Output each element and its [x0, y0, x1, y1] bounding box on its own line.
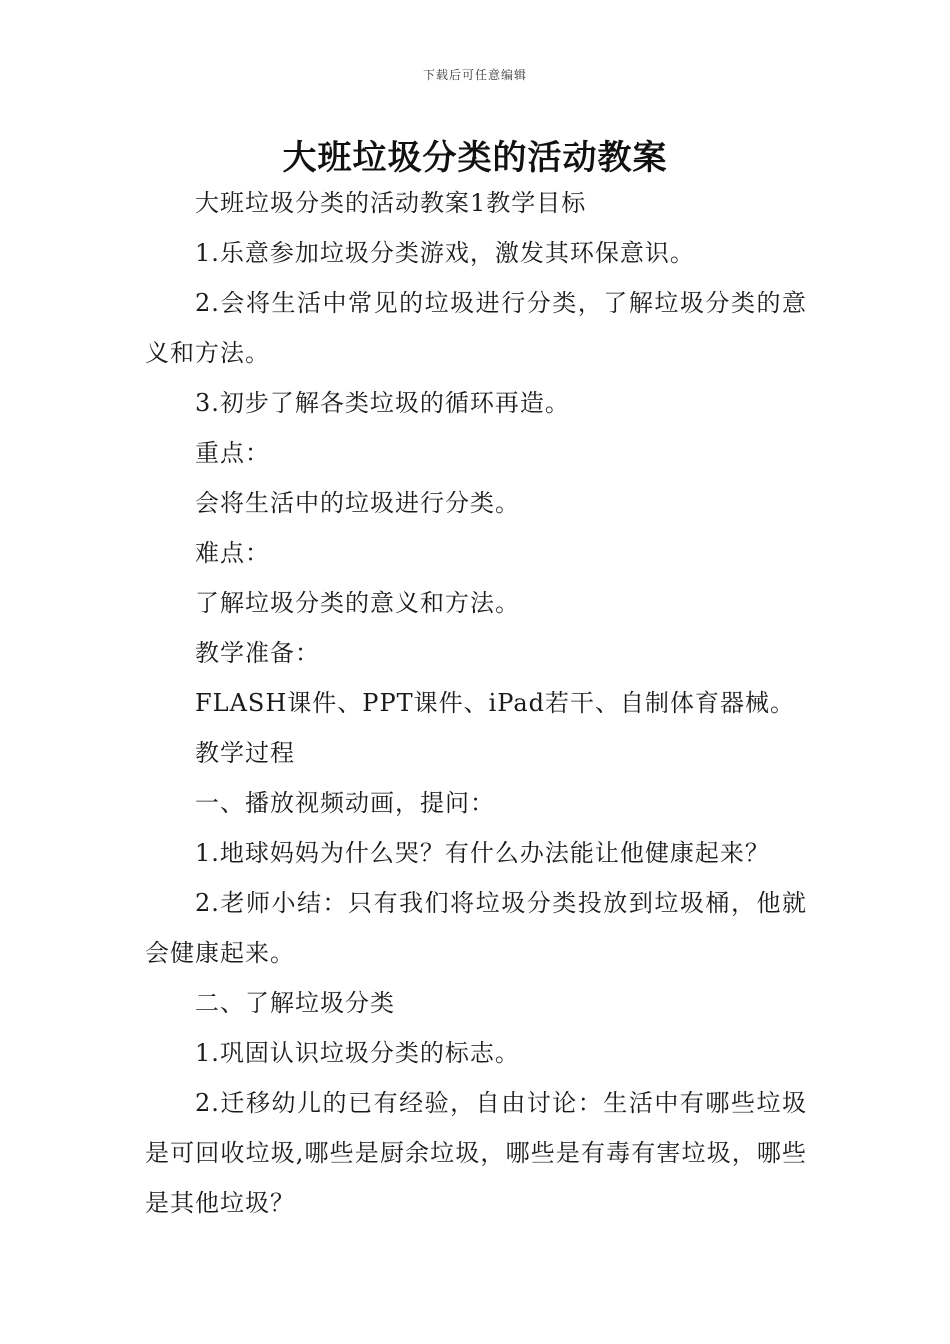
paragraph-objective-3: 3.初步了解各类垃圾的循环再造。 [195, 389, 570, 417]
paragraph-step-2-item-1: 1.巩固认识垃圾分类的标志。 [195, 1039, 520, 1067]
document-title: 大班垃圾分类的活动教案 [282, 138, 668, 178]
paragraph-step-1-question: 1.地球妈妈为什么哭？有什么办法能让他健康起来？ [195, 839, 770, 867]
paragraph-preparation: FLASH课件、PPT课件、iPad若干、自制体育器械。 [195, 689, 796, 717]
paragraph-step-2-heading: 二、了解垃圾分类 [195, 989, 395, 1017]
paragraph-objective-2: 2.会将生活中常见的垃圾进行分类，了解垃圾分类的意义和方法。 [145, 289, 807, 367]
document-body [145, 178, 807, 1228]
paragraph-objectives-heading: 大班垃圾分类的活动教案1教学目标 [195, 189, 587, 217]
paragraph-step-1-summary: 2.老师小结：只有我们将垃圾分类投放到垃圾桶，他就会健康起来。 [145, 889, 807, 967]
paragraph-key-point-label: 重点： [195, 439, 270, 467]
paragraph-difficulty-label: 难点： [195, 539, 270, 567]
paragraph-key-point: 会将生活中的垃圾进行分类。 [195, 489, 520, 517]
paragraph-objective-1: 1.乐意参加垃圾分类游戏，激发其环保意识。 [195, 239, 695, 267]
paragraph-difficulty: 了解垃圾分类的意义和方法。 [195, 589, 520, 617]
paragraph-process-heading: 教学过程 [195, 739, 295, 767]
paragraph-step-2-item-2: 2.迁移幼儿的已有经验，自由讨论：生活中有哪些垃圾是可回收垃圾,哪些是厨余垃圾，哪些是有毒有害垃圾，哪些是其他垃圾？ [145, 1089, 807, 1217]
paragraph-step-1-heading: 一、播放视频动画，提问： [195, 789, 495, 817]
header-note: 下载后可任意编辑 [422, 68, 527, 82]
paragraph-preparation-label: 教学准备： [195, 639, 320, 667]
